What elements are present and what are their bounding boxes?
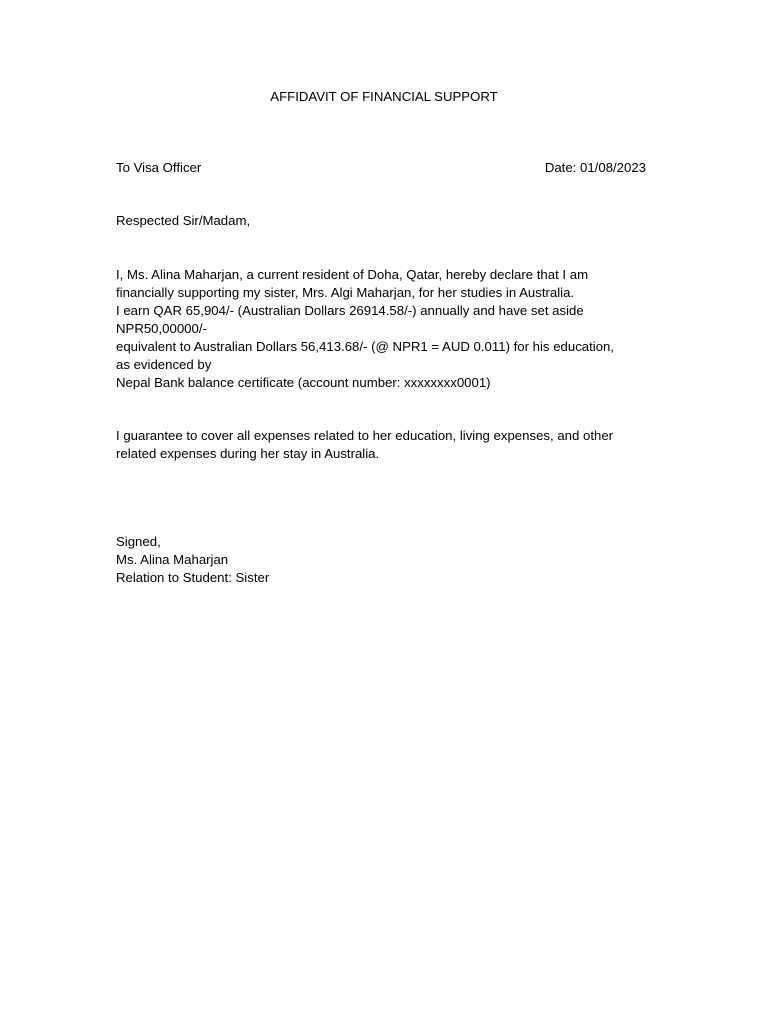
signature-block [116,533,269,587]
paragraph-line: I guarantee to cover all expenses related to her education, living expenses, and other [116,428,614,443]
paragraph-line: equivalent to Australian Dollars 56,413.68/- (@ NPR1 = AUD 0.011) for his education, [116,339,615,354]
recipient-line: To Visa Officer [116,160,202,175]
salutation: Respected Sir/Madam, [116,213,251,228]
document-title: AFFIDAVIT OF FINANCIAL SUPPORT [270,89,498,104]
guarantee-paragraph [116,427,676,463]
paragraph-line: Nepal Bank balance certificate (account number: xxxxxxxx0001) [116,375,491,390]
signed-label: Signed, [116,534,161,549]
paragraph-line: NPR50,00000/- [116,321,207,336]
paragraph-line: related expenses during her stay in Australia. [116,446,380,461]
paragraph-line: financially supporting my sister, Mrs. Algi Maharjan, for her studies in Australia. [116,285,575,300]
date-line: Date: 01/08/2023 [544,160,646,175]
paragraph-line: I, Ms. Alina Maharjan, a current resident of Doha, Qatar, hereby declare that I am [116,267,589,282]
declaration-paragraph [116,266,676,392]
signatory-name: Ms. Alina Maharjan [116,552,229,567]
paragraph-line: I earn QAR 65,904/- (Australian Dollars 26914.58/-) annually and have set aside [116,303,584,318]
paragraph-line: as evidenced by [116,357,212,372]
relation-to-student: Relation to Student: Sister [116,570,270,585]
